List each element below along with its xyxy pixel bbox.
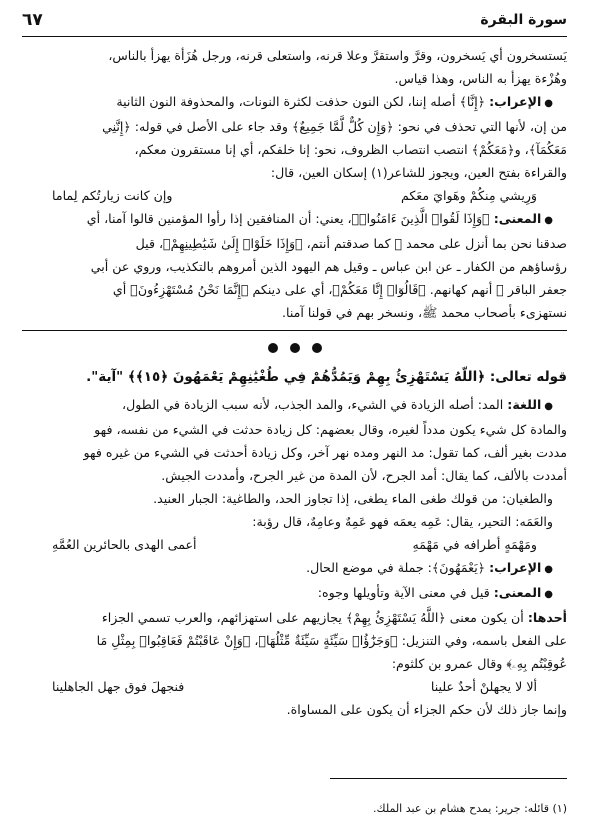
maana-label: المعنى:: [493, 585, 542, 600]
page-header: [22, 12, 567, 34]
bullet-icon: ●: [544, 401, 553, 412]
text-line: مددت بغير ألف، كما تقول: مد النهر ومده نهر آخر، وكل زيادة أحدثت في الشيء من غيره فهو: [83, 445, 567, 460]
text-line: ﴿إِنَّا﴾ أصله إننا، لكن النون حذفت لكثرة النونات، والمحذوفة النون الثانية: [116, 94, 486, 109]
text-line: عُوقِبْتُم بِهِۦ﴾ وقال عمرو بن كلثوم:: [391, 656, 567, 671]
bullet-icon: ●: [544, 564, 553, 575]
text-line: جعفر الباقر ؏ أنهم كهانهم. ﴿قَالُوٓا۟ إِنَّا مَعَكُمْ﴾، أي على دينكم ﴿إِنَّمَا نَحْنُ مُسْتَهْزِءُونَ﴾ أي: [112, 282, 567, 297]
ahaduha-paragraph: [22, 606, 567, 629]
verse-first-hemistich: ألا لا يجهلنْ أحدٌ علينا: [430, 679, 537, 694]
footnote: (١) قائله: جرير: يمدح هشام بن عبد الملك.: [373, 802, 567, 815]
text-line: من إن، لأنها التي تحذف في نحو: ﴿وَإِن كُلٌّ لَّمَّا جَمِيعٌ﴾ وقد جاء على الأصل في قوله: ﴿إِنَّنِي: [102, 119, 567, 134]
bullet-icon: ●: [544, 98, 553, 109]
text-line: أن يكون معنى ﴿اللَّهُ يَسْتَهْزِئُ بِهِمْ﴾ يجازيهم على استهزائهم، والعرب تسمي الجزاء: [101, 610, 524, 625]
text-line: والمادة كل شيء يكون مدداً لغيره، وقال بعضهم: كل زيادة حدثت في الشيء من نفسه، فهو: [94, 422, 567, 437]
text-line: ﴿وَإِذَا لَقُوا۟ الَّذِينَ ءَامَنُوا۟﴾، يعني: أن المنافقين إذا رأوا المؤمنين قالوا آمنا، أي: [86, 211, 490, 226]
text-line: يَستسخرون أي يَسخرون، وقرَّ واستقرَّ وعلا قرنه، واستعلى قرنه، ورجل هُزَأة يهزأ بالناس،: [108, 48, 567, 63]
lugha-label: اللغة:: [507, 397, 542, 412]
maana-paragraph: [22, 207, 567, 232]
verse-second-hemistich: أعمى الهدى بالحائرين العُمَّهِ: [52, 537, 197, 552]
verse-first-hemistich: ومَهْمَهٍ أطرافه في مَهْمَهِ: [412, 537, 537, 552]
irab-label: الإعراب:: [489, 94, 542, 109]
lugha-paragraph: [22, 393, 567, 418]
page-number: ٦٧: [22, 10, 43, 30]
text-line: والعَمَه: التحير، يقال: عَمِه يعمَه فهو عَمِهٌ وعامِهٌ، قال رؤبة:: [252, 514, 553, 529]
poem-verse: [22, 675, 567, 698]
verse-first-hemistich: وَرِيشي مِنكُمْ وهَوايَ معَكم: [400, 188, 537, 203]
verse-second-hemistich: وإن كانت زيارتُكم لِماما: [52, 188, 173, 203]
text-line: وإنما جاز ذلك لأن حكم الجزاء أن يكون على المساواة.: [286, 702, 567, 717]
text-line: رؤساؤهم من الكفار ـ عن ابن عباس ـ وقيل هم اليهود الذين أمروهم بالتكذيب، وروي عن أبي: [90, 259, 567, 274]
aya-heading: [22, 366, 567, 389]
page-body: [22, 44, 567, 721]
irab-paragraph: [22, 90, 567, 115]
poem-verse: [22, 533, 567, 556]
bullet-icon: ●: [544, 215, 553, 226]
footnote-rule: [330, 778, 567, 779]
poem-verse: [22, 184, 567, 207]
irab-label: الإعراب:: [489, 560, 542, 575]
surah-title: سورة البقرة: [480, 12, 567, 28]
maana-label: المعنى:: [493, 211, 542, 226]
text-line: مَعَكُمَآ﴾، و﴿مَعَكُمْ﴾ انتصب انتصاب الظروف، نحو: إنا خلفكم، أي إنا مستقرون معكم،: [134, 142, 567, 157]
irab-paragraph: [22, 556, 567, 581]
ahaduha-label: أحدها:: [527, 610, 567, 625]
section-separator-dots: [22, 331, 567, 364]
aya-label: قوله تعالى:: [489, 369, 567, 385]
header-rule: [22, 36, 567, 37]
verse-second-hemistich: فنجهلَ فوق جهل الجاهلينا: [52, 679, 185, 694]
text-line: على الفعل باسمه، وفي التنزيل: ﴿وَجَزَٰٓؤُا۟ سَيِّئَةٍ سَيِّئَةٌ مِّثْلُهَا﴾، ﴿وَإِنْ عَاقَبْتُمْ فَعَاقِبُوا۟ بِمِثْلِ مَا: [96, 633, 567, 648]
text-line: ﴿يَعْمَهُونَ﴾: جملة في موضع الحال.: [306, 560, 486, 575]
text-line: نستهزىء بأصحاب محمد ﷺ، ونسخر بهم في قولنا آمنا.: [282, 305, 567, 320]
text-line: وهُزْءة يهزأ به الناس، وهذا قياس.: [394, 71, 567, 86]
text-line: والقراءة بفتح العين، ويجوز للشاعر(١) إسكان العين، قال:: [270, 165, 567, 180]
text-line: صدقنا نحن بما أنزل على محمد ﷺ كما صدقتم أنتم، ﴿وَإِذَا خَلَوْا۟ إِلَىٰ شَيَٰطِينِهِمْ﴾، قيل: [135, 236, 567, 251]
maana-paragraph: [22, 581, 567, 606]
aya-text: ﴿اللَّهُ يَسْتَهْزِئُ بِهِمْ وَيَمُدُّهُمْ فِي طُغْيَٰنِهِمْ يَعْمَهُونَ ﴿١٥﴾﴾ "آية".: [86, 369, 486, 385]
bullet-icon: ●: [544, 589, 553, 600]
text-line: المد: أصله الزيادة في الشيء، والمد الجذب، لأنه سبب الزيادة في الطول،: [122, 397, 504, 412]
text-line: قيل في معنى الآية وتأويلها وجوه:: [317, 585, 490, 600]
text-line: والطغيان: من قولك طغى الماء يطغى، إذا تجاوز الحد، والطاغية: الجبار العنيد.: [153, 491, 553, 506]
text-line: أمددت بالألف، كما يقال: أمد الجرح، لأن المدة من غير الجرح، وأمددت الجيش.: [161, 468, 567, 483]
